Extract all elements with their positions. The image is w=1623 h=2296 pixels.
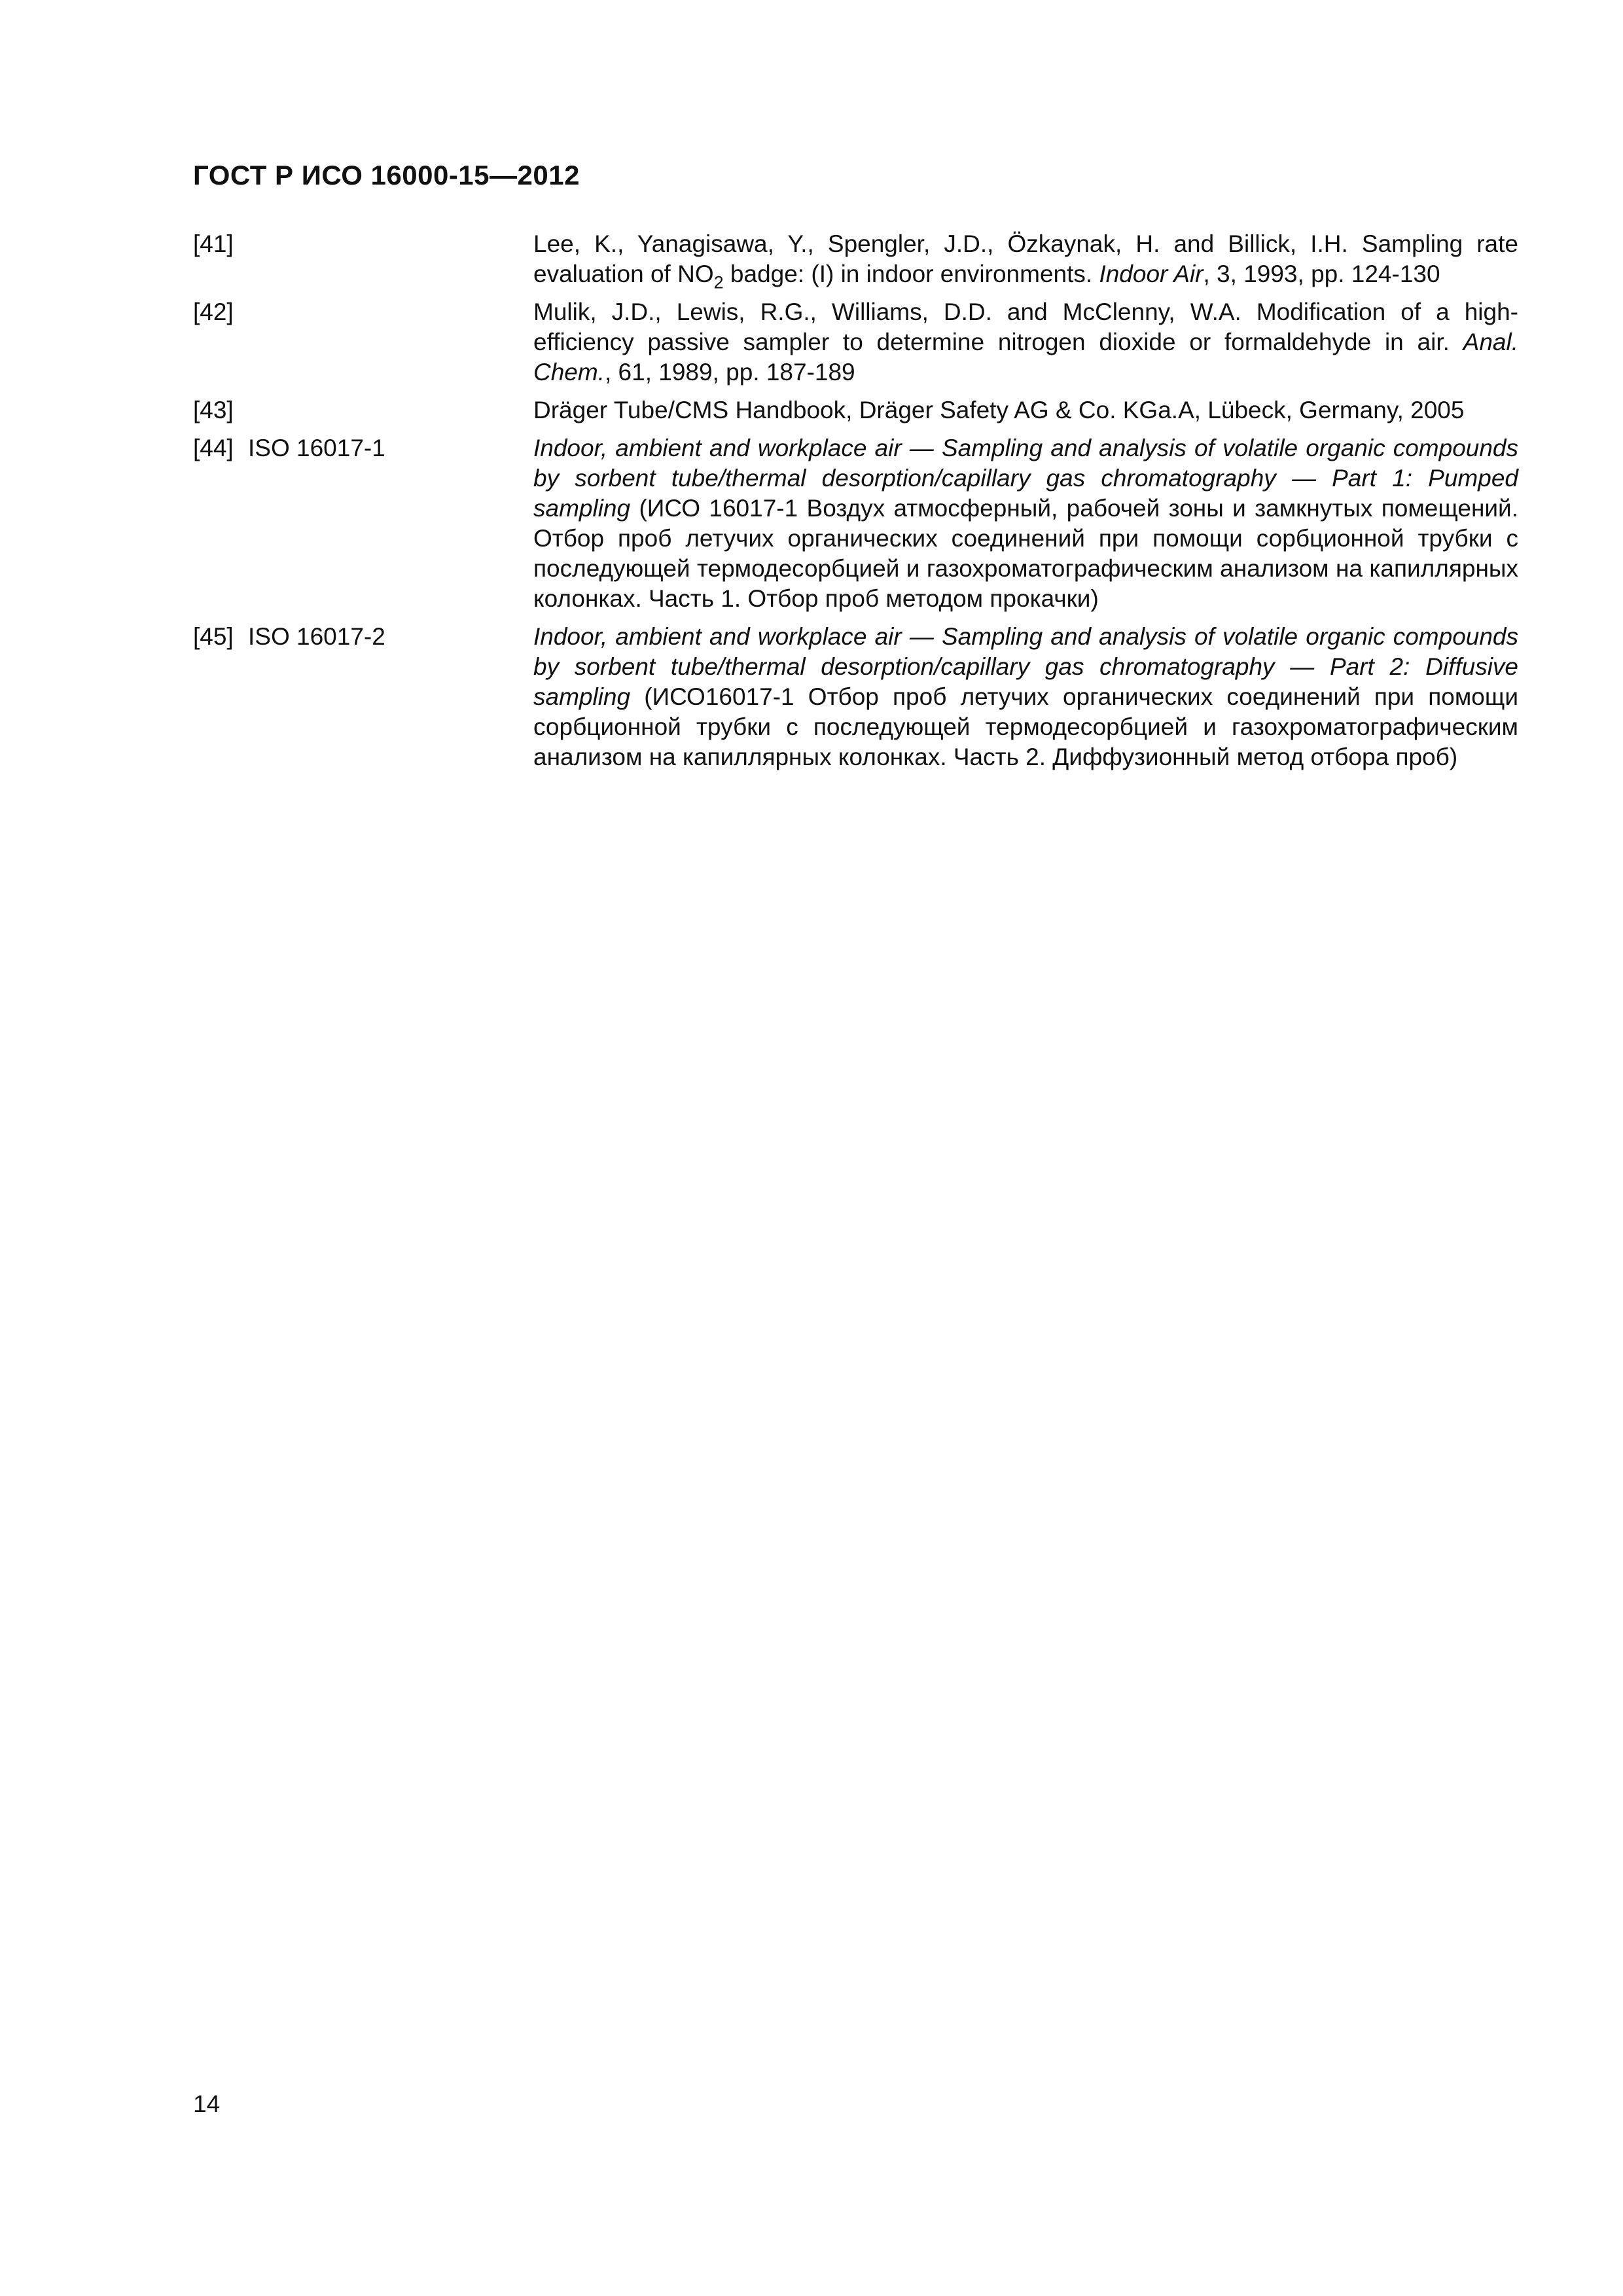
reference-entry (193, 433, 1518, 614)
reference-label (193, 297, 533, 327)
reference-text-part: badge: (I) in indoor environments. (723, 260, 1099, 287)
reference-label (193, 395, 533, 425)
reference-entry (193, 622, 1518, 772)
reference-entry (193, 395, 1518, 425)
reference-title: Indoor, ambient and workplace air — Sampling and analysis of volatile organic compounds by sorbent tube/thermal desorption/capillary gas chromatography — Part 1: Pumped sampling (533, 435, 1518, 522)
reference-text-part: (ИСО16017-1 Отбор проб летучих органических соединений при помощи сорбционной трубки с последующей термодесорбцией и газохроматографическим анализом на капиллярных колонках. Часть 2. Диффузионный метод отбора проб) (533, 683, 1518, 770)
reference-text (533, 229, 1518, 293)
subscript-text: 2 (713, 272, 724, 293)
reference-number: [42] (193, 298, 234, 325)
reference-title: Indoor, ambient and workplace air — Sampling and analysis of volatile organic compounds by sorbent tube/thermal desorption/capillary gas chromatography — Part 2: Diffusive sampling (533, 623, 1518, 710)
document-title: ГОСТ Р ИСО 16000-15—2012 (193, 160, 580, 190)
reference-text-part: Lee, K., Yanagisawa, Y., Spengler, J.D., Özkaynak, H. and Billick, I.H. Sampling rate evaluation of NO (533, 230, 1518, 287)
reference-number: [43] (193, 397, 234, 423)
reference-text-part: Mulik, J.D., Lewis, R.G., Williams, D.D. and McClenny, W.A. Modification of a high-efficiency passive sampler to determine nitrogen dioxide or formaldehyde in air. (533, 298, 1518, 355)
reference-entry (193, 229, 1518, 293)
reference-text (533, 297, 1518, 387)
reference-text (533, 433, 1518, 614)
reference-text-part: , 61, 1989, pp. 187-189 (604, 359, 855, 386)
reference-text-part: (ИСО 16017-1 Воздух атмосферный, рабочей зоны и замкнутых помещений. Отбор проб летучих органических соединений при помощи сорбционной трубки с последующей термодесорбцией и газохроматографическим анализом на капиллярных колонках. Часть 1. Отбор проб методом прокачки) (533, 495, 1518, 612)
reference-text-part: , 3, 1993, pp. 124-130 (1203, 260, 1440, 287)
reference-text (533, 395, 1518, 425)
reference-entry (193, 297, 1518, 387)
reference-designation: ISO 16017-2 (248, 623, 385, 650)
reference-label (193, 433, 533, 463)
reference-label (193, 229, 533, 259)
reference-number: [44] (193, 435, 234, 461)
page-number: 14 (193, 2090, 221, 2117)
reference-number: [41] (193, 230, 234, 257)
reference-label (193, 622, 533, 652)
reference-text-part: Dräger Tube/CMS Handbook, Dräger Safety AG & Co. KGa.A, Lübeck, Germany, 2005 (533, 397, 1465, 423)
journal-name: Anal. Chem. (533, 329, 1518, 386)
reference-text (533, 622, 1518, 772)
bibliography-list (193, 229, 1518, 780)
journal-name: Indoor Air (1099, 260, 1204, 287)
reference-number: [45] (193, 623, 234, 650)
reference-designation: ISO 16017-1 (248, 435, 385, 461)
